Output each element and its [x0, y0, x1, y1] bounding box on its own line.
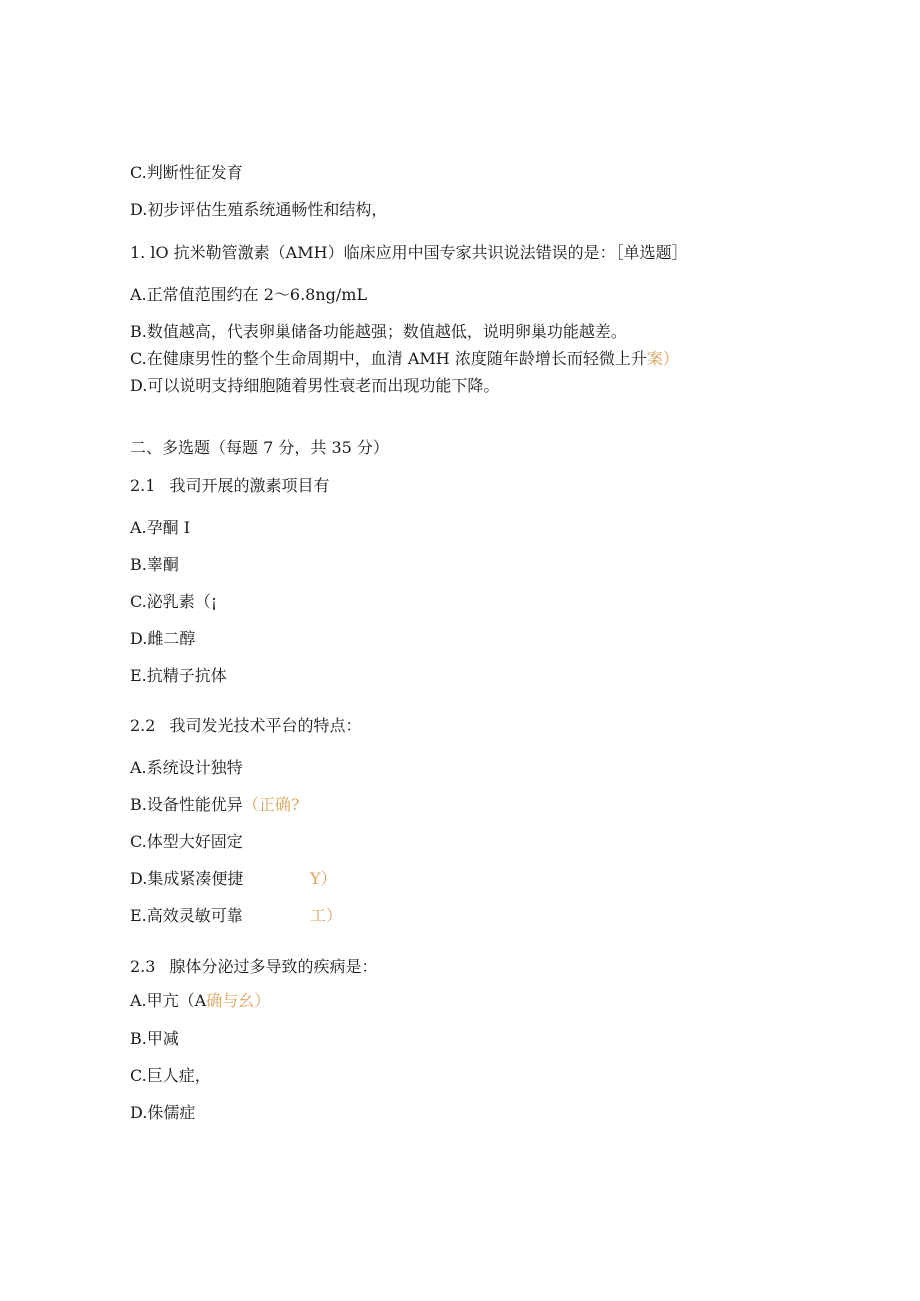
line-b-performance: [130, 795, 299, 815]
option-text: B.数值越高，代表卵巢储备功能越强；数值越低，说明卵巢功能越差。: [130, 322, 627, 341]
line-c-gigantism: [130, 1066, 211, 1086]
option-text: B.睾酮: [130, 555, 179, 574]
line-c-body-type: [130, 832, 243, 852]
answer-annotation: Y）: [310, 869, 337, 888]
question-number: 2.1: [130, 476, 156, 495]
line-b-hypothyroidism: [130, 1029, 179, 1049]
section-heading-multiple-choice: [130, 438, 389, 458]
option-text: A.孕酮 I: [130, 518, 191, 537]
line-a-system-design: [130, 758, 243, 778]
option-text: D.可以说明支持细胞随着男性衰老而出现功能下降。: [130, 376, 500, 395]
option-text: B.甲减: [130, 1029, 179, 1048]
option-text: D.侏儒症: [130, 1103, 196, 1122]
question-2-1: [130, 476, 329, 496]
line-a-normal-range: [130, 285, 367, 305]
answer-annotation: 确与幺）: [206, 991, 271, 1010]
option-text: C.体型大好固定: [130, 832, 243, 851]
option-text: A.系统设计独特: [130, 758, 243, 777]
question-number: 2.2: [130, 716, 156, 735]
option-text: D.初步评估生殖系统通畅性和结构，: [130, 200, 388, 219]
line-a-progesterone: [130, 518, 190, 538]
section-title: 二、多选题（每题 7 分，共 35 分）: [130, 438, 389, 457]
answer-annotation: （正确?: [242, 795, 300, 814]
line-d-estradiol: [130, 629, 195, 649]
line-d-sertoli-cells: [130, 376, 499, 396]
answer-annotation: 工）: [310, 906, 343, 925]
option-text: A.正常值范围约在 2～6.8ng/mL: [130, 285, 368, 304]
question-2-2: [130, 716, 361, 736]
option-text: B.设备性能优异: [130, 795, 243, 814]
question-text: 1. lO 抗米勒管激素（AMH）临床应用中国专家共识说法错误的是：［单选题］: [130, 243, 688, 262]
option-text: E.抗精子抗体: [130, 666, 227, 685]
option-text: A.甲亢（A: [130, 991, 207, 1010]
line-d-reproductive-assessment: [130, 200, 387, 220]
line-a-hyperthyroidism: [130, 991, 270, 1011]
option-text: D.雌二醇: [130, 629, 196, 648]
option-text: C.泌乳素（¡: [130, 592, 218, 611]
line-b-higher-value: [130, 322, 627, 342]
question-text: 我司开展的激素项目有: [169, 476, 330, 495]
question-number: 2.3: [130, 957, 156, 976]
option-text: C.巨人症，: [130, 1066, 211, 1085]
line-d-dwarfism: [130, 1103, 195, 1123]
line-e-efficient: [130, 906, 343, 926]
option-text: D.集成紧凑便捷: [130, 869, 244, 888]
line-c-healthy-male: [130, 349, 679, 369]
line-c-prolactin: [130, 592, 217, 612]
question-amh: [130, 243, 688, 263]
question-text: 我司发光技术平台的特点：: [169, 716, 362, 735]
line-c-sexual-development: [130, 163, 243, 183]
line-d-compact: [130, 869, 337, 889]
option-text: C.判断性征发育: [130, 163, 243, 182]
answer-annotation: 案）: [646, 349, 679, 368]
line-b-testosterone: [130, 555, 179, 575]
question-text: 腺体分泌过多导致的疾病是：: [169, 957, 378, 976]
line-e-antisperm: [130, 666, 227, 686]
option-text: E.高效灵敏可靠: [130, 906, 243, 925]
option-text: C.在健康男性的整个生命周期中，血清 AMH 浓度随年龄增长而轻微上升: [130, 349, 647, 368]
question-2-3: [130, 957, 377, 977]
